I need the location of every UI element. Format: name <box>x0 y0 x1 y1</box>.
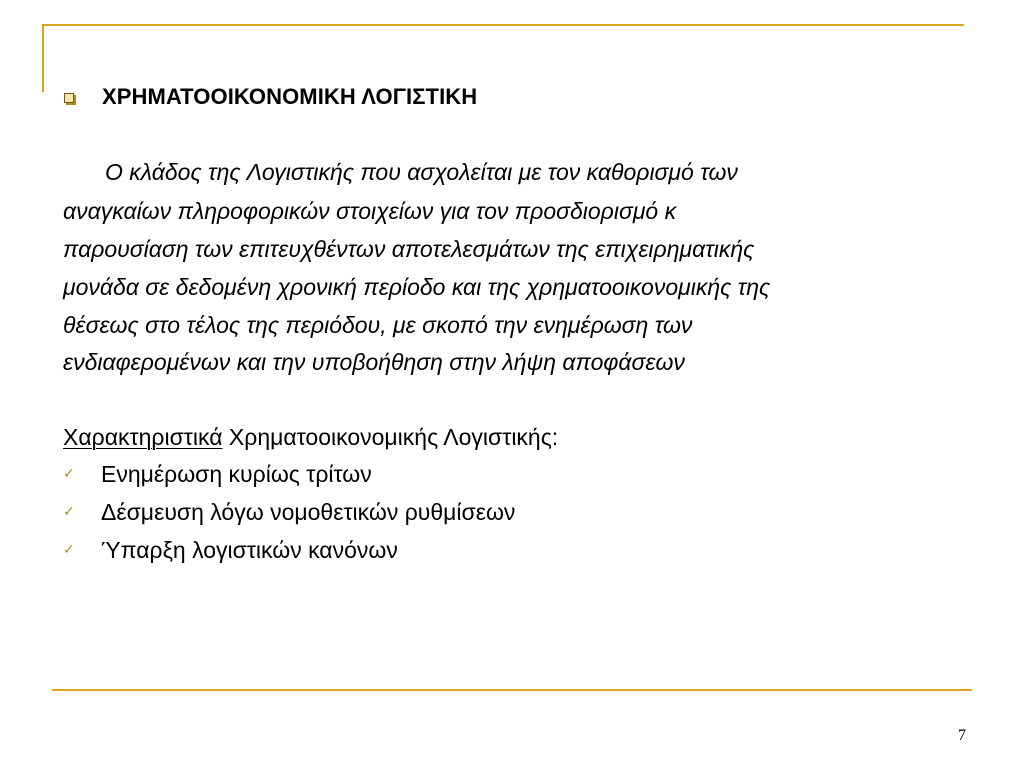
page-number: 7 <box>958 727 966 744</box>
characteristic-item <box>63 495 515 529</box>
footer-decorative-line <box>52 689 972 691</box>
characteristic-item-text: Ύπαρξη λογιστικών κανόνων <box>101 537 398 563</box>
characteristic-item <box>63 533 398 567</box>
left-decorative-line <box>42 24 44 92</box>
paragraph-line: μονάδα σε δεδομένη χρονική περίοδο και της χρηματοοικονομικής της <box>63 274 771 300</box>
characteristics-heading-underlined: Χαρακτηριστικά <box>63 424 223 450</box>
slide-title: ΧΡΗΜΑΤΟΟΙΚΟΝΟΜΙΚΗ ΛΟΓΙΣΤΙΚΗ <box>102 84 478 109</box>
paragraph-line: παρουσίαση των επιτευχθέντων αποτελεσμάτων της επιχειρηματικής <box>63 236 755 262</box>
title-row <box>64 82 477 112</box>
paragraph-line: αναγκαίων πληροφορικών στοιχείων για τον προσδιορισμό κ <box>63 198 677 224</box>
characteristic-item-text: Ενημέρωση κυρίως τρίτων <box>101 461 372 487</box>
paragraph-line: ενδιαφερομένων και την υποβοήθηση στην λήψη αποφάσεων <box>63 349 685 375</box>
characteristic-item-text: Δέσμευση λόγω νομοθετικών ρυθμίσεων <box>101 499 516 525</box>
check-mark-icon: ✓ <box>63 466 75 482</box>
characteristics-heading-rest: Χρηματοοικονομικής Λογιστικής: <box>228 424 559 450</box>
characteristic-item <box>63 457 372 491</box>
check-mark-icon: ✓ <box>63 504 75 520</box>
top-decorative-line <box>42 24 964 26</box>
check-mark-icon: ✓ <box>63 542 75 558</box>
square-bullet-icon <box>64 93 74 103</box>
paragraph-line: θέσεως στο τέλος της περιόδου, με σκοπό την ενημέρωση των <box>63 312 693 338</box>
paragraph-line: Ο κλάδος της Λογιστικής που ασχολείται με τον καθορισμό των <box>105 159 738 185</box>
characteristics-heading <box>63 420 558 454</box>
